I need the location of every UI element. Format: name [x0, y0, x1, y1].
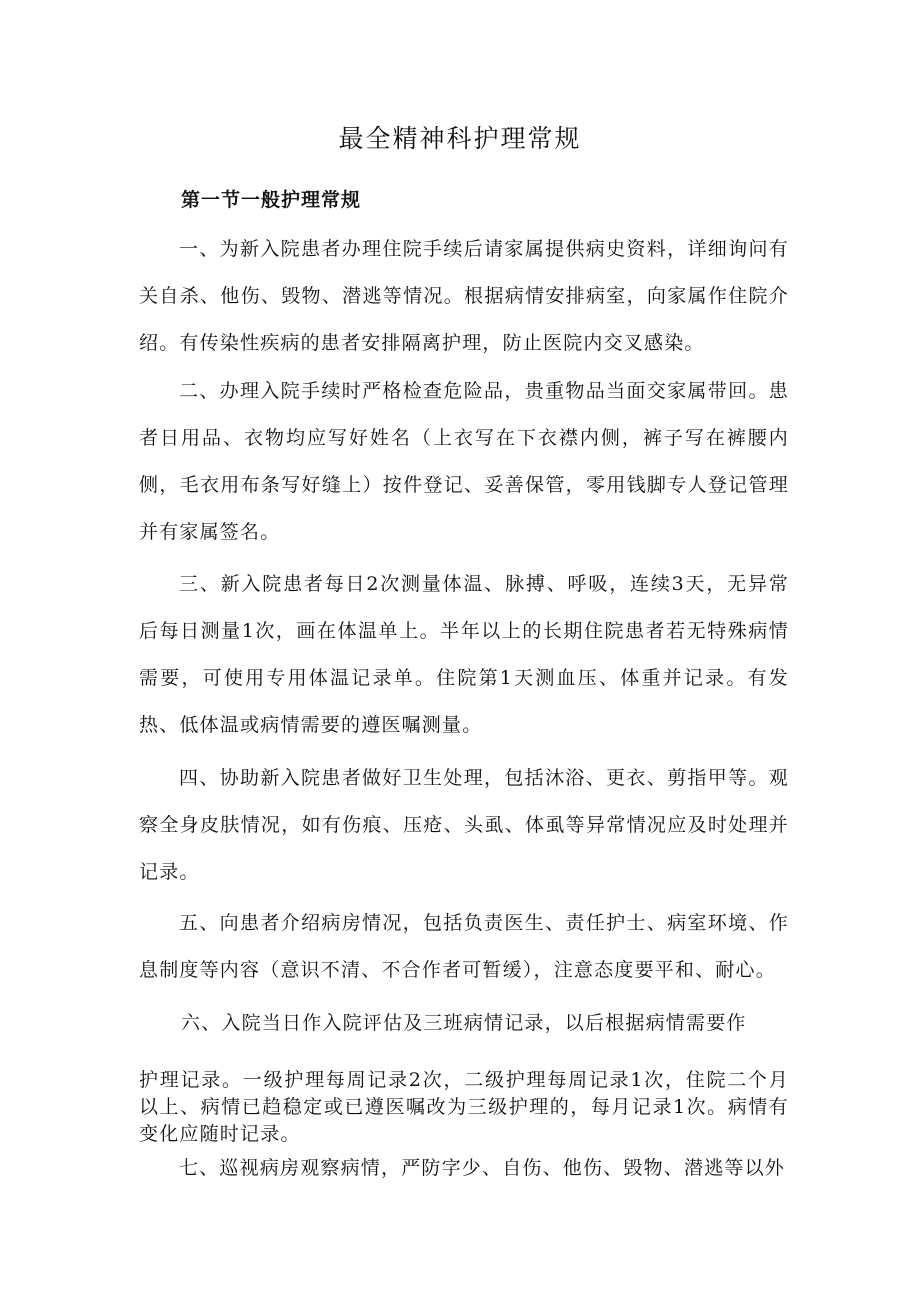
paragraph-7: 七、巡视病房观察病情，严防字少、自伤、他伤、毁物、潜逃等以外 — [179, 1157, 786, 1179]
document-title: 最全精神科护理常规 — [338, 124, 582, 153]
paragraph-6-continuation: 护理记录。一级护理每周记录2次，二级护理每周记录1次，住院二个月以上、病情已趋稳定或已遵医嘱改为三级护理的，每月记录1次。病情有变化应随时记录。 — [139, 1069, 789, 1145]
paragraph-1: 一、为新入院患者办理住院手续后请家属提供病史资料，详细询问有关自杀、他伤、毁物、潜逃等情况。根据病情安排病室，向家属作住院介绍。有传染性疾病的患者安排隔离护理，防止医院内交叉感染。 — [139, 238, 789, 354]
paragraph-3: 三、新入院患者每日2次测量体温、脉搏、呼吸，连续3天，无异常后每日测量1次，画在体温单上。半年以上的长期住院患者若无特殊病情需要，可使用专用体温记录单。住院第1天测血压、体重并记录。有发热、低体温或病情需要的遵医嘱测量。 — [139, 573, 789, 736]
paragraph-5: 五、向患者介绍病房情况，包括负责医生、责任护士、病室环境、作息制度等内容（意识不清、不合作者可暂缓），注意态度要平和、耐心。 — [139, 912, 789, 981]
section-heading: 第一节一般护理常规 — [181, 189, 362, 211]
paragraph-4: 四、协助新入院患者做好卫生处理，包括沐浴、更衣、剪指甲等。观察全身皮肤情况，如有伤痕、压疮、头虱、体虱等异常情况应及时处理并记录。 — [139, 767, 789, 883]
paragraph-6-first-line: 六、入院当日作入院评估及三班病情记录，以后根据病情需要作 — [181, 1012, 747, 1034]
paragraph-2: 二、办理入院手续时严格检查危险品，贵重物品当面交家属带回。患者日用品、衣物均应写好姓名（上衣写在下衣襟内侧，裤子写在裤腰内侧，毛衣用布条写好缝上）按件登记、妥善保管，零用钱脚专人登记管理并有家属签名。 — [139, 380, 789, 543]
